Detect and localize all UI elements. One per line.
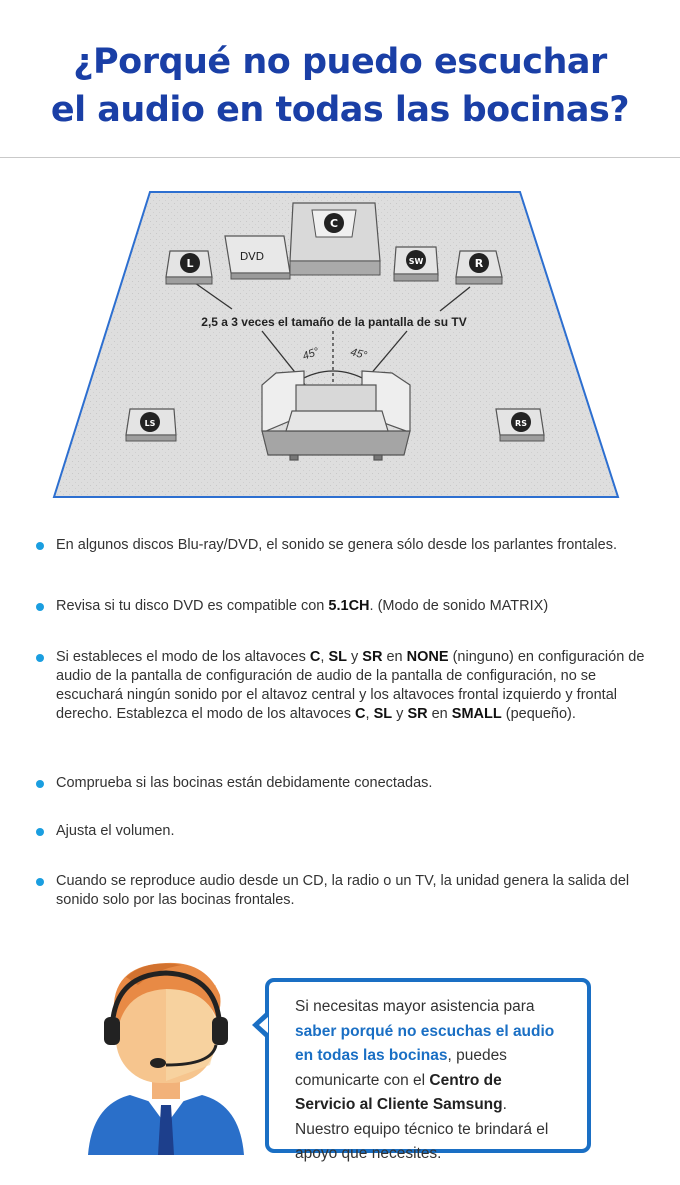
dvd-player bbox=[225, 236, 290, 279]
list-item: Comprueba si las bocinas están debidamente conectadas. bbox=[36, 774, 646, 793]
distance-label: 2,5 a 3 veces el tamaño de la pantalla de su TV bbox=[201, 315, 467, 329]
support-callout: Si necesitas mayor asistencia para saber porqué no escuchas el audio en todas las bocinas, puedes comunicarte con el Centro de Servicio al Cliente Samsung. Nuestro equipo técnico te brindará el apoyo que necesites. bbox=[265, 978, 591, 1153]
bullet-dot-icon bbox=[36, 878, 44, 886]
badge-c: C bbox=[329, 217, 339, 230]
dvd-label: DVD bbox=[239, 250, 265, 263]
angle-right: 45° bbox=[349, 346, 369, 362]
list-item: Revisa si tu disco DVD es compatible con 5.1CH. (Modo de sonido MATRIX) bbox=[36, 597, 646, 616]
bullet-dot-icon bbox=[36, 542, 44, 550]
badge-ls: LS bbox=[144, 419, 156, 428]
list-item: Si estableces el modo de los altavoces C, SL y SR en NONE (ninguno) en configuración de audio de la pantalla de configuración de audio de la pantalla de configuración, no se escuchará ningún sonido por el altavoz central y los altavoces frontal izquierdo y frontal derecho. Establezca el modo de los altavoces C, SL y SR en SMALL (pequeño). bbox=[36, 648, 646, 724]
bullet-dot-icon bbox=[36, 780, 44, 788]
badge-rs: RS bbox=[515, 419, 527, 428]
bullet-dot-icon bbox=[36, 828, 44, 836]
support-agent-icon bbox=[86, 955, 246, 1155]
callout-highlight: saber porqué no escuchas el audio en todas las bocinas bbox=[295, 1022, 555, 1064]
badge-sw: SW bbox=[408, 257, 424, 266]
title-line-2: el audio en todas las bocinas? bbox=[50, 90, 630, 130]
badge-r: R bbox=[474, 257, 484, 270]
callout-tail-inner bbox=[259, 1017, 268, 1033]
list-item: Ajusta el volumen. bbox=[36, 822, 646, 841]
speaker-layout-diagram bbox=[0, 185, 680, 505]
service-center-name: Centro de Servicio al Cliente Samsung bbox=[295, 1071, 503, 1113]
angle-left: 45° bbox=[301, 345, 321, 363]
title-divider bbox=[0, 157, 680, 158]
page-title bbox=[0, 38, 680, 134]
bullet-dot-icon bbox=[36, 654, 44, 662]
list-item: En algunos discos Blu-ray/DVD, el sonido se genera sólo desde los parlantes frontales. bbox=[36, 536, 646, 555]
title-line-1: ¿Porqué no puedo escuchar bbox=[73, 42, 607, 82]
bullet-dot-icon bbox=[36, 603, 44, 611]
badge-l: L bbox=[186, 257, 194, 270]
list-item: Cuando se reproduce audio desde un CD, la radio o un TV, la unidad genera la salida del sonido solo por las bocinas frontales. bbox=[36, 872, 646, 910]
